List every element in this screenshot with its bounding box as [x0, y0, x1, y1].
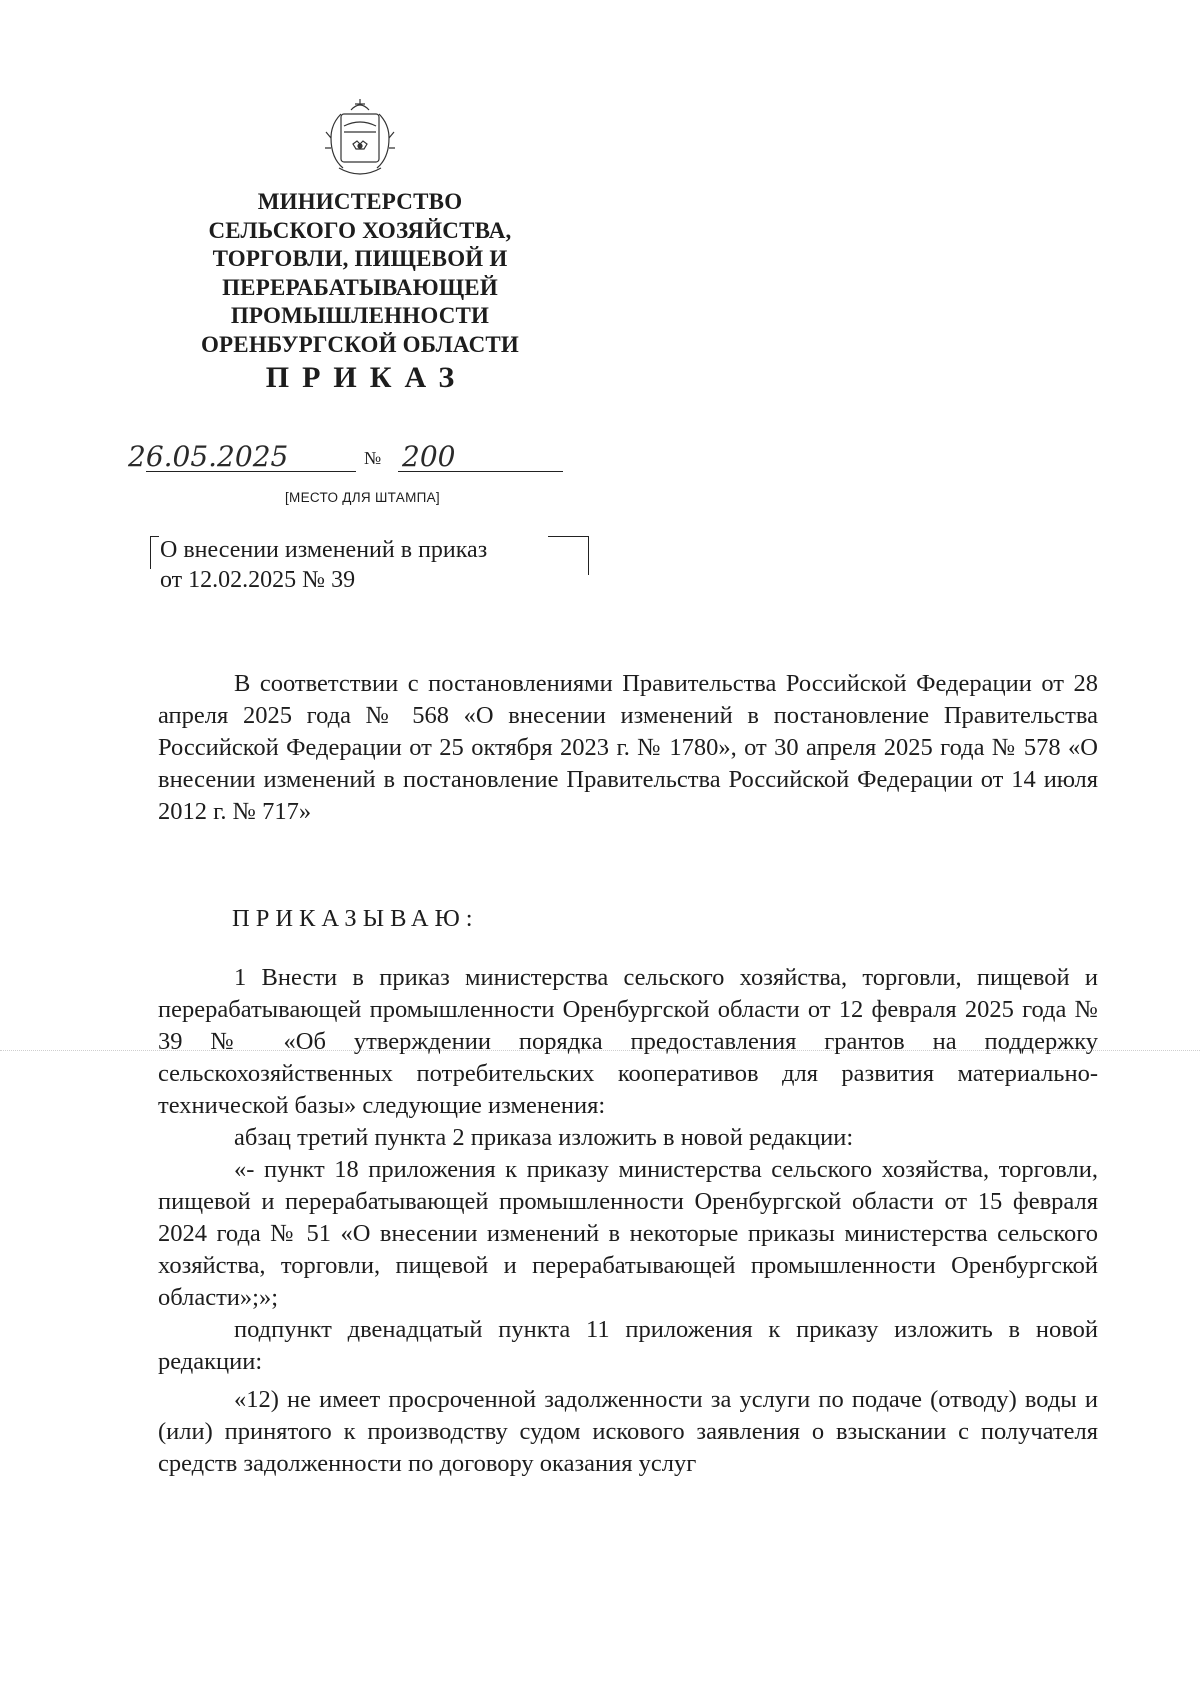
paragraph: «12) не имеет просроченной задолженности за услуги по подаче (отводу) воды и (или) принятого к производству судом искового заявления о взыскании с получателя средств задолженности по договору оказания услуг [158, 1386, 1098, 1477]
coat-of-arms-emblem [317, 96, 403, 182]
order-body [158, 962, 1098, 1480]
number-underline [398, 470, 563, 472]
stamp-placeholder: [МЕСТО ДЛЯ ШТАМПА] [285, 490, 440, 505]
ministry-name-line: МИНИСТЕРСТВО [257, 189, 463, 214]
ministry-name-line: ТОРГОВЛИ, ПИЩЕВОЙ И [212, 246, 508, 271]
ministry-name-line: ОРЕНБУРГСКОЙ ОБЛАСТИ [200, 331, 520, 357]
date-underline [146, 470, 356, 472]
paragraph: подпункт двенадцатый пункта 11 приложения к приказу изложить в новой редакции: [158, 1316, 1098, 1375]
handwritten-number: 200 [402, 440, 456, 473]
number-sign: № [364, 448, 382, 468]
ministry-name-line: ПРОМЫШЛЕННОСТИ [230, 303, 490, 328]
subject-bracket-right [548, 536, 589, 575]
document-subject [160, 535, 487, 595]
decree-heading: ПРИКАЗЫВАЮ: [232, 905, 479, 932]
subject-line: от 12.02.2025 № 39 [160, 567, 356, 593]
paragraph: 1 Внести в приказ министерства сельского хозяйства, торговли, пищевой и перерабатывающей промышленности Оренбургской области от 12 февраля 2025 года № 39 № «Об утверждении порядка предоставления грантов на поддержку сельскохозяйственных потребительских кооперативов для развития материально-технической базы» следующие изменения: [158, 964, 1098, 1119]
preamble [158, 668, 1098, 828]
preamble-text: В соответствии с постановлениями Правительства Российской Федерации от 28 апреля 2025 года № 568 «О внесении изменений в постановление Правительства Российской Федерации от 25 октября 2023 г. № 1780», от 30 апреля 2025 года № 578 «О внесении изменений в постановление Правительства Российской Федерации от 14 июля 2012 г. № 717» [158, 670, 1098, 825]
paragraph: абзац третий пункта 2 приказа изложить в новой редакции: [234, 1124, 854, 1151]
subject-line: О внесении изменений в приказ [160, 537, 488, 563]
ministry-name-line: ПЕРЕРАБАТЫВАЮЩЕЙ [222, 274, 498, 300]
paragraph: «- пункт 18 приложения к приказу министерства сельского хозяйства, торговли, пищевой и перерабатывающей промышленности Оренбургской области от 15 февраля 2024 года № 51 «О внесении изменений в некоторые приказы министерства сельского хозяйства, торговли, пищевой и перерабатывающей промышленности Оренбургской области»;»; [158, 1156, 1098, 1311]
letterhead [150, 96, 570, 395]
document-type-title: ПРИКАЗ [265, 361, 468, 394]
handwritten-date: 26.05.2025 [128, 440, 289, 473]
ministry-name [150, 188, 570, 359]
subject-bracket-left [150, 536, 159, 569]
ministry-name-line: СЕЛЬСКОГО ХОЗЯЙСТВА, [208, 217, 512, 243]
